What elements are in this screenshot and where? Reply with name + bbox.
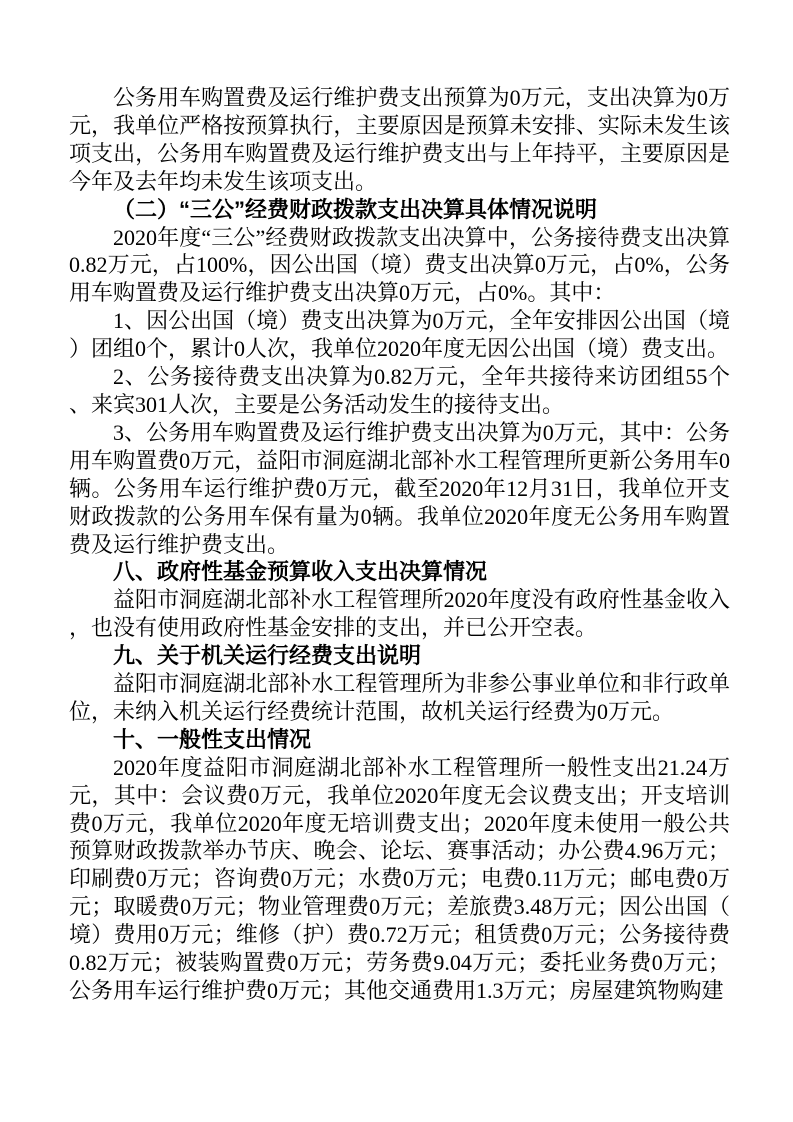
document-content (69, 84, 730, 1005)
body-paragraph: 益阳市洞庭湖北部补水工程管理所2020年度没有政府性基金收入，也没有使用政府性基金安排的支出，并已公开空表。 (69, 587, 730, 641)
body-paragraph: 2020年度“三公”经费财政拨款支出决算中，公务接待费支出决算0.82万元，占100%，因公出国（境）费支出决算0万元，占0%，公务用车购置费及运行维护费支出决算0万元，占0%。其中： (69, 224, 730, 306)
section-heading: 十、一般性支出情况 (113, 726, 312, 752)
section-heading: 八、政府性基金预算收入支出决算情况 (113, 559, 488, 585)
body-paragraph: 1、因公出国（境）费支出决算为0万元，全年安排因公出国（境）团组0个，累计0人次，我单位2020年度无因公出国（境）费支出。 (69, 308, 730, 362)
body-paragraph: 3、公务用车购置费及运行维护费支出决算为0万元，其中：公务用车购置费0万元，益阳市洞庭湖北部补水工程管理所更新公务用车0辆。公务用车运行维护费0万元，截至2020年12月31日，我单位开支财政拨款的公务用车保有量为0辆。我单位2020年度无公务用车购置费及运行维护费支出。 (69, 419, 730, 557)
body-paragraph: 2、公务接待费支出决算为0.82万元，全年共接待来访团组55个、来宾301人次，主要是公务活动发生的接待支出。 (69, 364, 730, 417)
section-heading: （二）“三公”经费财政拨款支出决算具体情况说明 (113, 196, 598, 222)
body-paragraph: 益阳市洞庭湖北部补水工程管理所为非参公事业单位和非行政单位，未纳入机关运行经费统计范围，故机关运行经费为0万元。 (69, 671, 730, 724)
section-heading: 九、关于机关运行经费支出说明 (113, 643, 422, 669)
body-paragraph: 公务用车购置费及运行维护费支出预算为0万元，支出决算为0万元，我单位严格按预算执行，主要原因是预算未安排、实际未发生该项支出，公务用车购置费及运行维护费支出与上年持平，主要原因是今年及去年均未发生该项支出。 (69, 85, 730, 194)
body-paragraph: 2020年度益阳市洞庭湖北部补水工程管理所一般性支出21.24万元，其中：会议费0万元，我单位2020年度无会议费支出；开支培训费0万元，我单位2020年度无培训费支出；2020年度未使用一般公共预算财政拨款举办节庆、晚会、论坛、赛事活动；办公费4.96万元；印刷费0万元；咨询费0万元；水费0万元；电费0.11万元；邮电费0万元；取暖费0万元；物业管理费0万元；差旅费3.48万元；因公出国（境）费用0万元；维修（护）费0.72万元；租赁费0万元；公务接待费0.82万元；被装购置费0万元；劳务费9.04万元；委托业务费0万元；公务用车运行维护费0万元；其他交通费用1.3万元；房屋建筑物购建 (69, 754, 730, 1003)
